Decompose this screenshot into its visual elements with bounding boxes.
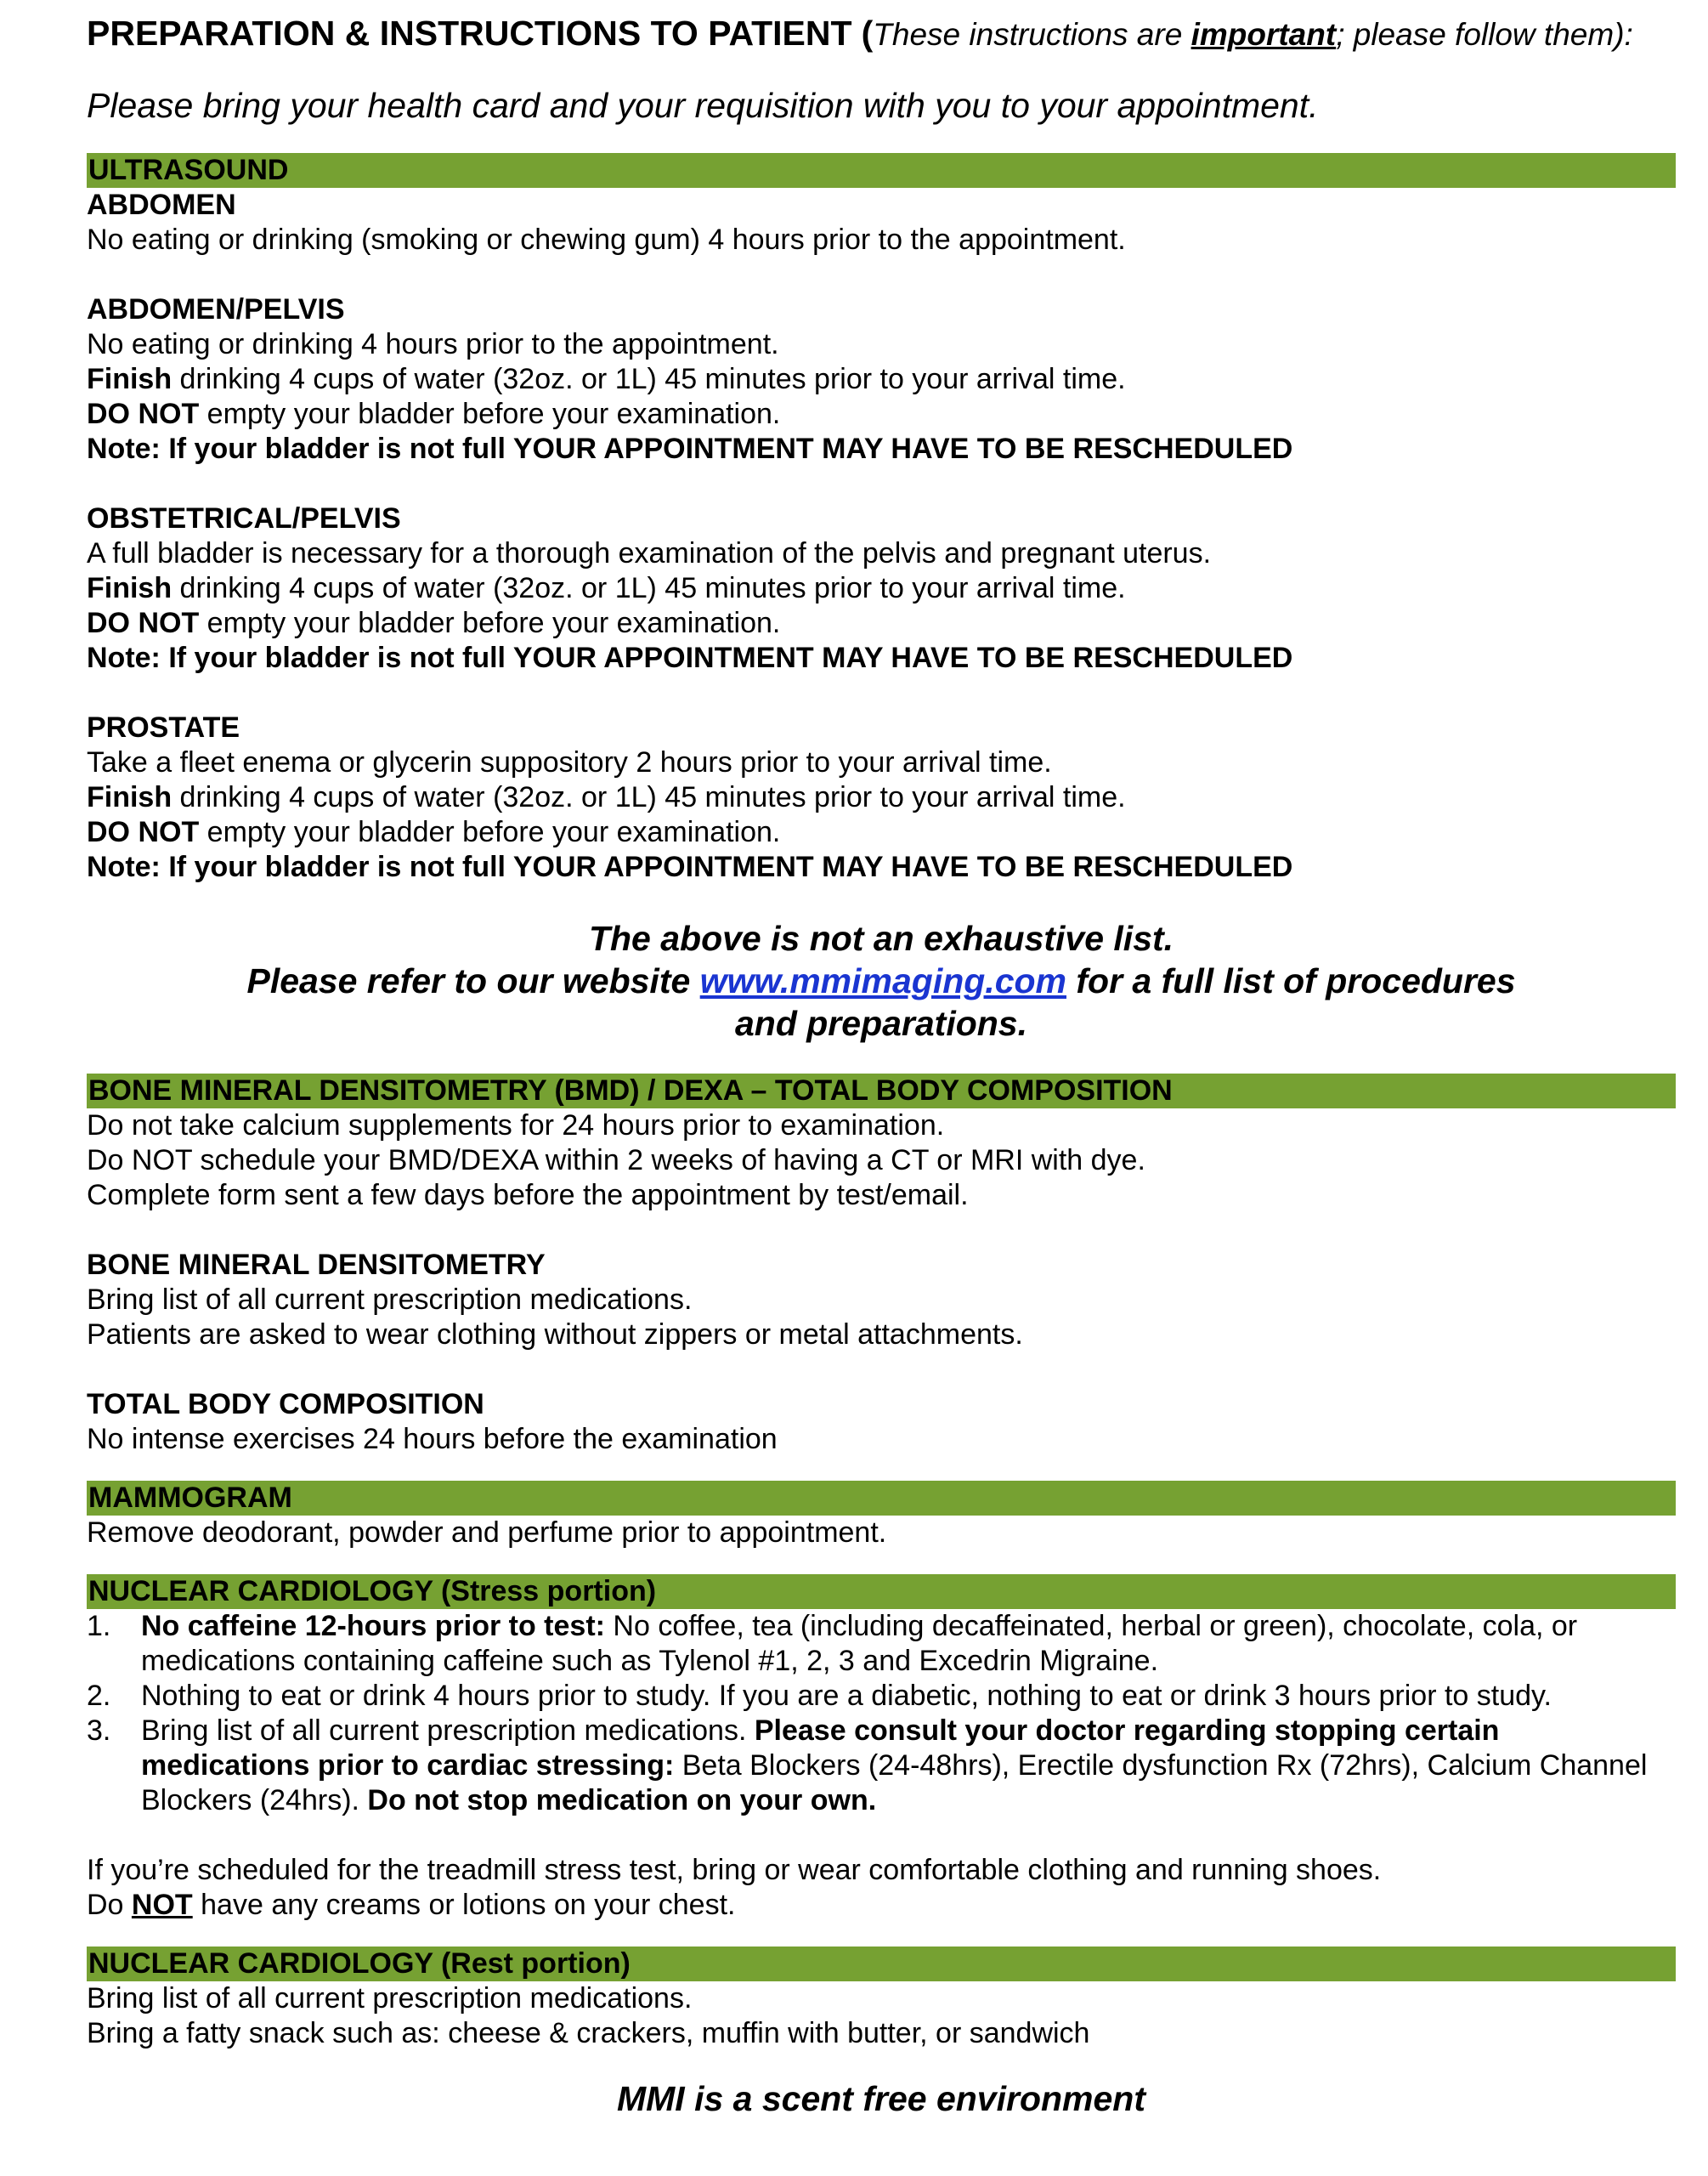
bmd-line-2: Do NOT schedule your BMD/DEXA within 2 weeks of having a CT or MRI with dye. bbox=[87, 1144, 1145, 1176]
list-item: 2. Nothing to eat or drink 4 hours prior to study. If you are a diabetic, nothing to eat or drink 3 hours prior to study. bbox=[87, 1680, 1552, 1712]
obstetrical-donot-line: DO NOT empty your bladder before your examination. bbox=[87, 607, 781, 639]
section-bar-ultrasound: ULTRASOUND bbox=[87, 153, 1676, 188]
bmd-sub-line-2: Patients are asked to wear clothing without zippers or metal attachments. bbox=[87, 1318, 1023, 1351]
rest-line-1: Bring list of all current prescription medications. bbox=[87, 1982, 693, 2014]
title-note-post: ; please follow them): bbox=[1336, 17, 1633, 52]
section-bar-nuclear-stress: NUCLEAR CARDIOLOGY (Stress portion) bbox=[87, 1574, 1676, 1609]
list-item: 1. No caffeine 12-hours prior to test: No coffee, tea (including decaffeinated, herbal or green), chocolate, cola, or medications containing caffeine such as Tylenol #1, 2, 3 and Excedrin Migraine. bbox=[87, 1610, 1578, 1677]
title-note-important: important bbox=[1191, 17, 1337, 52]
treadmill-line: If you’re scheduled for the treadmill stress test, bring or wear comfortable clothing and running shoes. bbox=[87, 1854, 1382, 1886]
mammogram-line: Remove deodorant, powder and perfume prior to appointment. bbox=[87, 1516, 887, 1549]
document-content bbox=[87, 7, 1676, 2121]
section-bar-nuclear-rest: NUCLEAR CARDIOLOGY (Rest portion) bbox=[87, 1946, 1676, 1981]
tbc-line-1: No intense exercises 24 hours before the examination bbox=[87, 1423, 778, 1455]
obstetrical-finish-line: Finish drinking 4 cups of water (32oz. or 1L) 45 minutes prior to your arrival time. bbox=[87, 572, 1126, 604]
section-bar-mammogram: MAMMOGRAM bbox=[87, 1481, 1676, 1516]
subsection-title-abdomen-pelvis: ABDOMEN/PELVIS bbox=[87, 293, 345, 326]
obstetrical-note: Note: If your bladder is not full YOUR APPOINTMENT MAY HAVE TO BE RESCHEDULED bbox=[87, 642, 1293, 674]
prostate-line: Take a fleet enema or glycerin suppository 2 hours prior to your arrival time. bbox=[87, 746, 1052, 779]
bmd-line-3: Complete form sent a few days before the appointment by test/email. bbox=[87, 1179, 969, 1211]
title-note bbox=[873, 17, 1633, 52]
subsection-title-tbc: TOTAL BODY COMPOSITION bbox=[87, 1388, 484, 1420]
abdomen-line: No eating or drinking (smoking or chewing gum) 4 hours prior to the appointment. bbox=[87, 224, 1126, 256]
notice-line-2: Please refer to our website www.mmimaging.com for a full list of procedures bbox=[246, 961, 1516, 1000]
abdomen-pelvis-donot-line: DO NOT empty your bladder before your examination. bbox=[87, 398, 781, 430]
title-note-paren: ( bbox=[861, 14, 874, 53]
prostate-donot-line: DO NOT empty your bladder before your examination. bbox=[87, 816, 781, 848]
subsection-title-obstetrical: OBSTETRICAL/PELVIS bbox=[87, 502, 401, 535]
notice-line-1: The above is not an exhaustive list. bbox=[588, 919, 1174, 958]
bmd-line-1: Do not take calcium supplements for 24 hours prior to examination. bbox=[87, 1109, 945, 1142]
notice-line-3: and preparations. bbox=[734, 1004, 1027, 1043]
subsection-title-bmd: BONE MINERAL DENSITOMETRY bbox=[87, 1249, 546, 1281]
abdomen-pelvis-note: Note: If your bladder is not full YOUR APPOINTMENT MAY HAVE TO BE RESCHEDULED bbox=[87, 433, 1293, 465]
abdomen-pelvis-line: No eating or drinking 4 hours prior to the appointment. bbox=[87, 328, 779, 360]
bring-card-line: Please bring your health card and your requisition with you to your appointment. bbox=[87, 86, 1319, 125]
bmd-sub-line-1: Bring list of all current prescription medications. bbox=[87, 1284, 693, 1316]
obstetrical-line: A full bladder is necessary for a thorough examination of the pelvis and pregnant uterus. bbox=[87, 537, 1212, 570]
title-main: PREPARATION & INSTRUCTIONS TO PATIENT bbox=[87, 14, 852, 53]
abdomen-pelvis-finish-line: Finish drinking 4 cups of water (32oz. or 1L) 45 minutes prior to your arrival time. bbox=[87, 363, 1126, 395]
prostate-note: Note: If your bladder is not full YOUR APPOINTMENT MAY HAVE TO BE RESCHEDULED bbox=[87, 851, 1293, 883]
rest-line-2: Bring a fatty snack such as: cheese & crackers, muffin with butter, or sandwich bbox=[87, 2017, 1090, 2049]
creams-line: Do NOT have any creams or lotions on your chest. bbox=[87, 1889, 736, 1921]
website-link[interactable]: www.mmimaging.com bbox=[699, 961, 1066, 1000]
subsection-title-prostate: PROSTATE bbox=[87, 711, 240, 744]
notice-block bbox=[87, 917, 1676, 1045]
section-bar-bmd: BONE MINERAL DENSITOMETRY (BMD) / DEXA – TOTAL BODY COMPOSITION bbox=[87, 1074, 1676, 1108]
stress-instructions-list bbox=[87, 1609, 1676, 1818]
list-item: 3. Bring list of all current prescription medications. Please consult your doctor regarding stopping certain medications prior to cardiac stressing: Beta Blockers (24-48hrs), Erectile dysfunction Rx (72hrs), Calcium Channel Blockers (24hrs). Do not stop medication on your own. bbox=[87, 1714, 1648, 1816]
page-title bbox=[87, 7, 1676, 61]
prostate-finish-line: Finish drinking 4 cups of water (32oz. or 1L) 45 minutes prior to your arrival time. bbox=[87, 781, 1126, 813]
footer-scent-free: MMI is a scent free environment bbox=[616, 2079, 1145, 2118]
subsection-title-abdomen: ABDOMEN bbox=[87, 189, 236, 221]
title-note-pre: These instructions are bbox=[873, 17, 1191, 52]
